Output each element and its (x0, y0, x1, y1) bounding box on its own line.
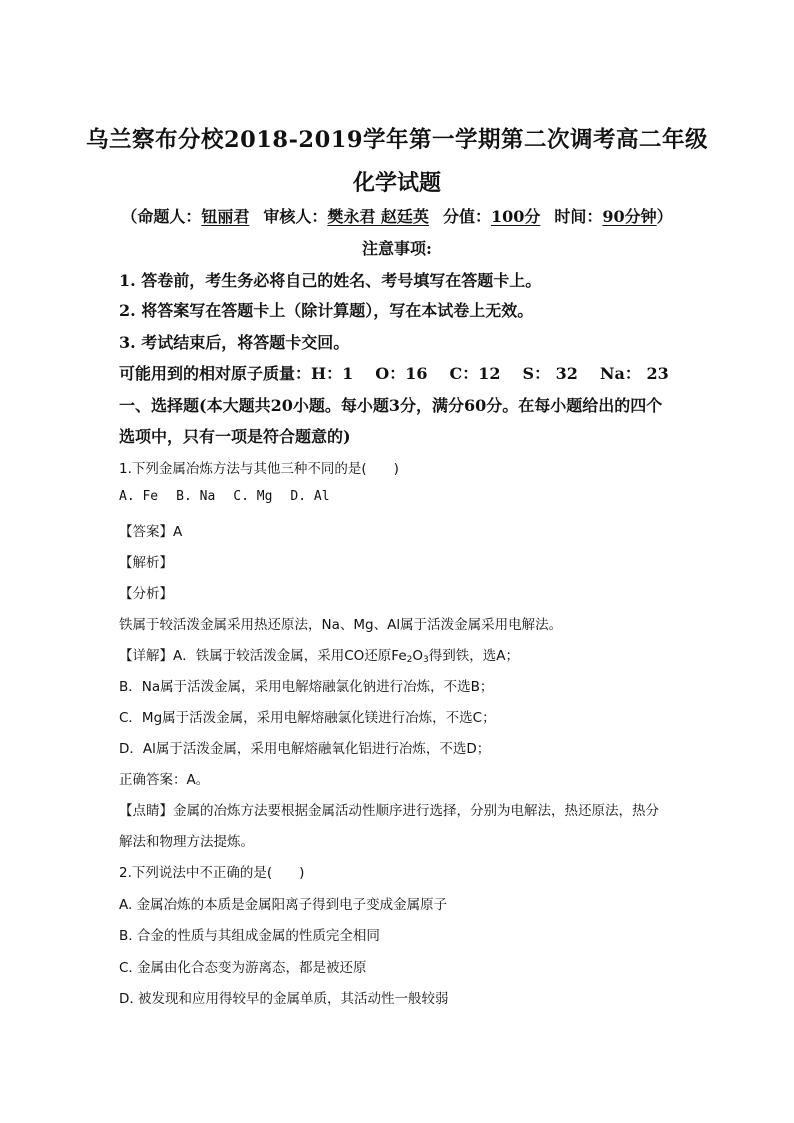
section-heading: 一、选择题(本大题共20小题。每小题3分，满分60分。在每小题给出的四个 (119, 396, 663, 415)
q1-option: B. Na (176, 489, 216, 504)
q1-detail-a (119, 644, 519, 665)
q1-stem: 1.下列金属冶炼方法与其他三种不同的是( ) (119, 461, 399, 477)
author-label: （命题人： (121, 207, 202, 226)
q1-options (119, 489, 330, 504)
q1-detail-b: B．Na属于活泼金属，采用电解熔融氯化钠进行冶炼，不选B； (119, 679, 494, 695)
q2-option: A. 金属冶炼的本质是金属阳离子得到电子变成金属原子 (119, 897, 448, 913)
q1-detail-a-text: A．铁属于较活泼金属，采用CO还原Fe (173, 648, 407, 664)
exam-subtitle: 化学试题 (352, 170, 441, 196)
atomic-mass-item: H：1 (311, 364, 354, 383)
section-heading-cont: 选项中，只有一项是符合题意的) (119, 427, 351, 446)
q1-answer: 【答案】A (119, 524, 183, 540)
atomic-mass-item: Na： 23 (599, 364, 669, 383)
exam-title: 乌兰察布分校2018-2019学年第一学期第二次调考高二年级 (85, 127, 709, 153)
reviewer-label: 审核人： (263, 207, 328, 226)
q1-dianjing-label: 【点睛】 (119, 803, 173, 819)
notice-title: 注意事项: (362, 239, 432, 258)
q2-option: B. 合金的性质与其组成金属的性质完全相同 (119, 928, 380, 944)
q1-detail-a-text: O (412, 648, 423, 664)
notice-item: 3. 考试结束后，将答题卡交回。 (119, 333, 350, 352)
q1-fenxi-label: 【分析】 (119, 586, 173, 602)
score-label: 分值： (442, 207, 491, 226)
q1-dianjing-cont: 解法和物理方法提炼。 (119, 834, 254, 850)
q1-detail-label: 【详解】 (119, 648, 173, 664)
author-name: 钮丽君 (201, 207, 250, 226)
time-label: 时间： (554, 207, 603, 226)
notice-item: 2. 将答案写在答题卡上（除计算题），写在本试卷上无效。 (119, 301, 534, 320)
subscript: 2 (406, 655, 413, 665)
q1-jiexi: 【解析】 (119, 555, 173, 571)
q2-option: D. 被发现和应用得较早的金属单质，其活动性一般较弱 (119, 991, 449, 1007)
atomic-mass-item: O：16 (375, 364, 428, 383)
reviewer-names: 樊永君 赵廷英 (327, 207, 429, 226)
q1-correct: 正确答案：A。 (119, 772, 210, 788)
q1-detail-c: C．Mg属于活泼金属，采用电解熔融氯化镁进行冶炼，不选C； (119, 710, 496, 726)
subscript: 3 (423, 655, 429, 665)
time-value: 90分钟 (602, 207, 657, 226)
exam-meta (0, 204, 794, 227)
q1-option: C. Mg (233, 489, 273, 504)
atomic-mass-label: 可能用到的相对原子质量： (119, 364, 312, 383)
q1-detail-a-text: 得到铁，选A； (428, 648, 519, 664)
q1-option: A. Fe (119, 489, 159, 504)
q1-fenxi: 铁属于较活泼金属采用热还原法，Na、Mg、Al属于活泼金属采用电解法。 (119, 617, 563, 633)
q1-detail-d: D．Al属于活泼金属，采用电解熔融氧化铝进行冶炼，不选D； (119, 741, 491, 757)
q1-dianjing-text: 金属的冶炼方法要根据金属活动性顺序进行选择，分别为电解法，热还原法，热分 (173, 803, 659, 819)
q2-option: C. 金属由化合态变为游离态，都是被还原 (119, 960, 367, 976)
atomic-mass-item: S： 32 (522, 364, 578, 383)
meta-close: ） (656, 207, 673, 226)
notice-item: 1. 答卷前，考生务必将自己的姓名、考号填写在答题卡上。 (119, 271, 542, 290)
atomic-mass-line (119, 361, 669, 384)
score-value: 100分 (490, 207, 541, 226)
atomic-mass-item: C：12 (449, 364, 501, 383)
q1-dianjing (119, 799, 659, 819)
q1-option: D. Al (290, 489, 330, 504)
q2-stem: 2.下列说法中不正确的是( ) (119, 865, 305, 881)
